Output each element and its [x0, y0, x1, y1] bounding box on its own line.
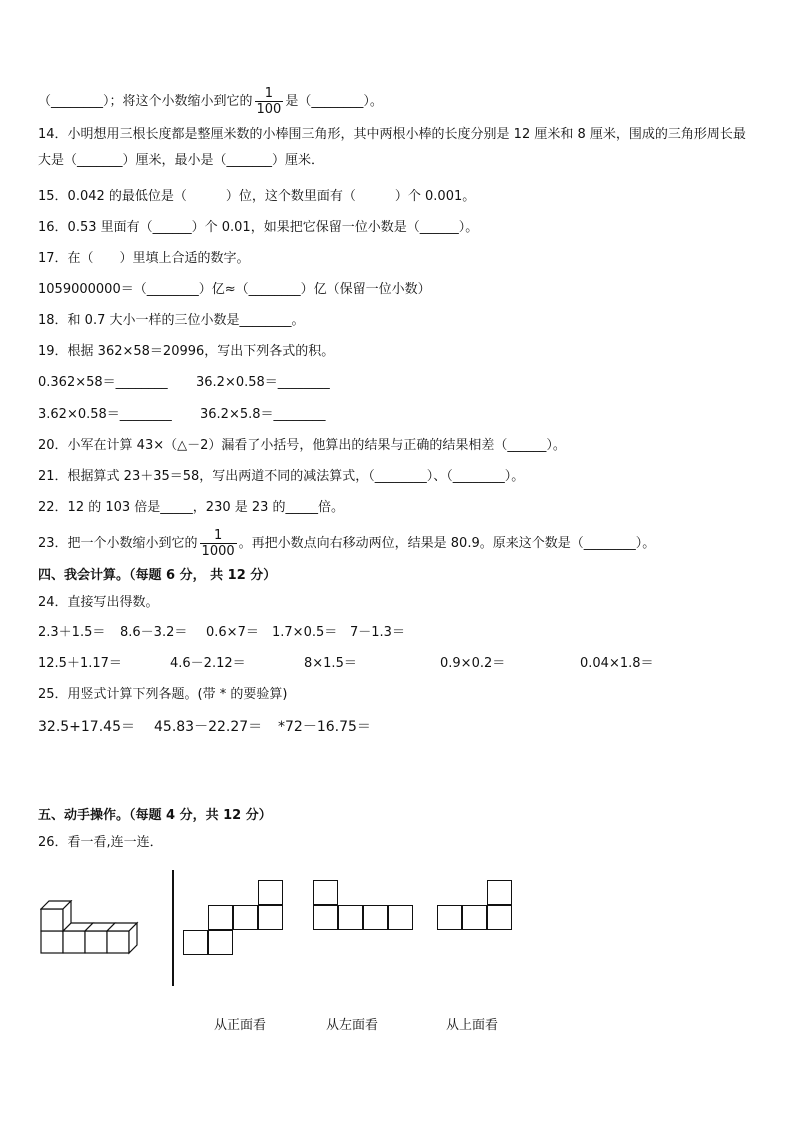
view-cell	[363, 905, 388, 930]
question-17: 17．在（ ）里填上合适的数字。	[38, 251, 250, 266]
calc-item: 1.7×0.5＝	[272, 625, 338, 640]
question-19: 19．根据 362×58＝20996，写出下列各式的积。	[38, 344, 335, 359]
fraction-denominator: 1000	[201, 544, 235, 559]
view-cell	[437, 905, 462, 930]
fraction-numerator: 1	[255, 86, 284, 102]
caption-front-view: 从正面看	[214, 1018, 267, 1033]
calc-item: 4.6－2.12＝	[170, 656, 246, 671]
section-5-title: 五、动手操作。（每题 4 分，共 12 分）	[38, 808, 272, 823]
vertical-calc-item: 45.83－22.27＝	[154, 719, 263, 735]
view-diagram-1	[183, 880, 283, 956]
question-20: 20．小军在计算 43×（△－2）漏看了小括号，他算出的结果与正确的结果相差（______）。	[38, 438, 566, 453]
question-14: 14．小明想用三根长度都是整厘米数的小棒围三角形，其中两根小棒的长度分别是 12 厘米和 8 厘米，围成的三角形周长最大是（_______）厘米，最小是（_______）厘米．	[38, 127, 746, 168]
fraction-1-100	[255, 86, 284, 117]
q13-text-part1: （________）；将这个小数缩小到它的	[38, 94, 253, 109]
section-4-title: 四、我会计算。（每题 6 分， 共 12 分）	[38, 568, 277, 583]
q13-text-part2: 是（________）。	[285, 94, 383, 109]
view-cell	[462, 905, 487, 930]
calc-item: 12.5＋1.17＝	[38, 656, 122, 671]
view-cell	[208, 930, 233, 955]
question-17-line: 1059000000＝（________）亿≈（________）亿（保留一位小数）	[38, 282, 431, 297]
question-25: 25．用竖式计算下列各题。(带 * 的要验算)	[38, 687, 288, 702]
question-21: 21．根据算式 23＋35＝58，写出两道不同的减法算式，（________）、（________）。	[38, 469, 525, 484]
cube-stack-figure	[40, 900, 164, 958]
caption-top-view: 从上面看	[446, 1018, 499, 1033]
q13-tail-line	[38, 86, 383, 117]
q19-item: 36.2×5.8＝________	[200, 407, 326, 422]
q19-item: 3.62×0.58＝________	[38, 407, 172, 422]
calc-item: 2.3＋1.5＝	[38, 625, 106, 640]
question-18: 18．和 0.7 大小一样的三位小数是________。	[38, 313, 305, 328]
vertical-calc-item: 32.5+17.45＝	[38, 719, 135, 735]
view-cell	[258, 880, 283, 905]
fraction-1-1000	[200, 528, 237, 559]
fraction-numerator: 1	[200, 528, 237, 544]
calc-item: 8.6－3.2＝	[120, 625, 188, 640]
view-cell	[183, 930, 208, 955]
view-cell	[313, 905, 338, 930]
question-16: 16．0.53 里面有（______）个 0.01，如果把它保留一位小数是（______）。	[38, 220, 479, 235]
question-23	[38, 528, 655, 559]
caption-left-view: 从左面看	[326, 1018, 379, 1033]
view-cell	[313, 880, 338, 905]
vertical-calc-item: *72－16.75＝	[278, 719, 371, 735]
question-26: 26．看一看,连一连．	[38, 835, 163, 850]
view-cell	[258, 905, 283, 930]
question-15: 15．0.042 的最低位是（ ）位，这个数里面有（ ）个 0.001。	[38, 189, 476, 204]
fraction-denominator: 100	[256, 102, 282, 117]
q23-text-part1: 23．把一个小数缩小到它的	[38, 536, 198, 551]
view-cell	[208, 905, 233, 930]
divider-line	[172, 870, 174, 986]
view-cell	[233, 905, 258, 930]
q19-item: 0.362×58＝________	[38, 375, 168, 390]
view-diagram-3	[437, 880, 512, 932]
q19-item: 36.2×0.58＝________	[196, 375, 330, 390]
view-diagram-2	[313, 880, 413, 932]
calc-item: 0.9×0.2＝	[440, 656, 506, 671]
calc-item: 7－1.3＝	[350, 625, 405, 640]
view-cell	[487, 880, 512, 905]
view-cell	[388, 905, 413, 930]
q23-text-part2: 。再把小数点向右移动两位，结果是 80.9。原来这个数是（________）。	[238, 536, 656, 551]
calc-item: 0.6×7＝	[206, 625, 259, 640]
question-24: 24．直接写出得数。	[38, 595, 159, 610]
calc-item: 0.04×1.8＝	[580, 656, 654, 671]
view-cell	[338, 905, 363, 930]
calc-item: 8×1.5＝	[304, 656, 357, 671]
question-22: 22．12 的 103 倍是_____，230 是 23 的_____倍。	[38, 500, 345, 515]
view-cell	[487, 905, 512, 930]
